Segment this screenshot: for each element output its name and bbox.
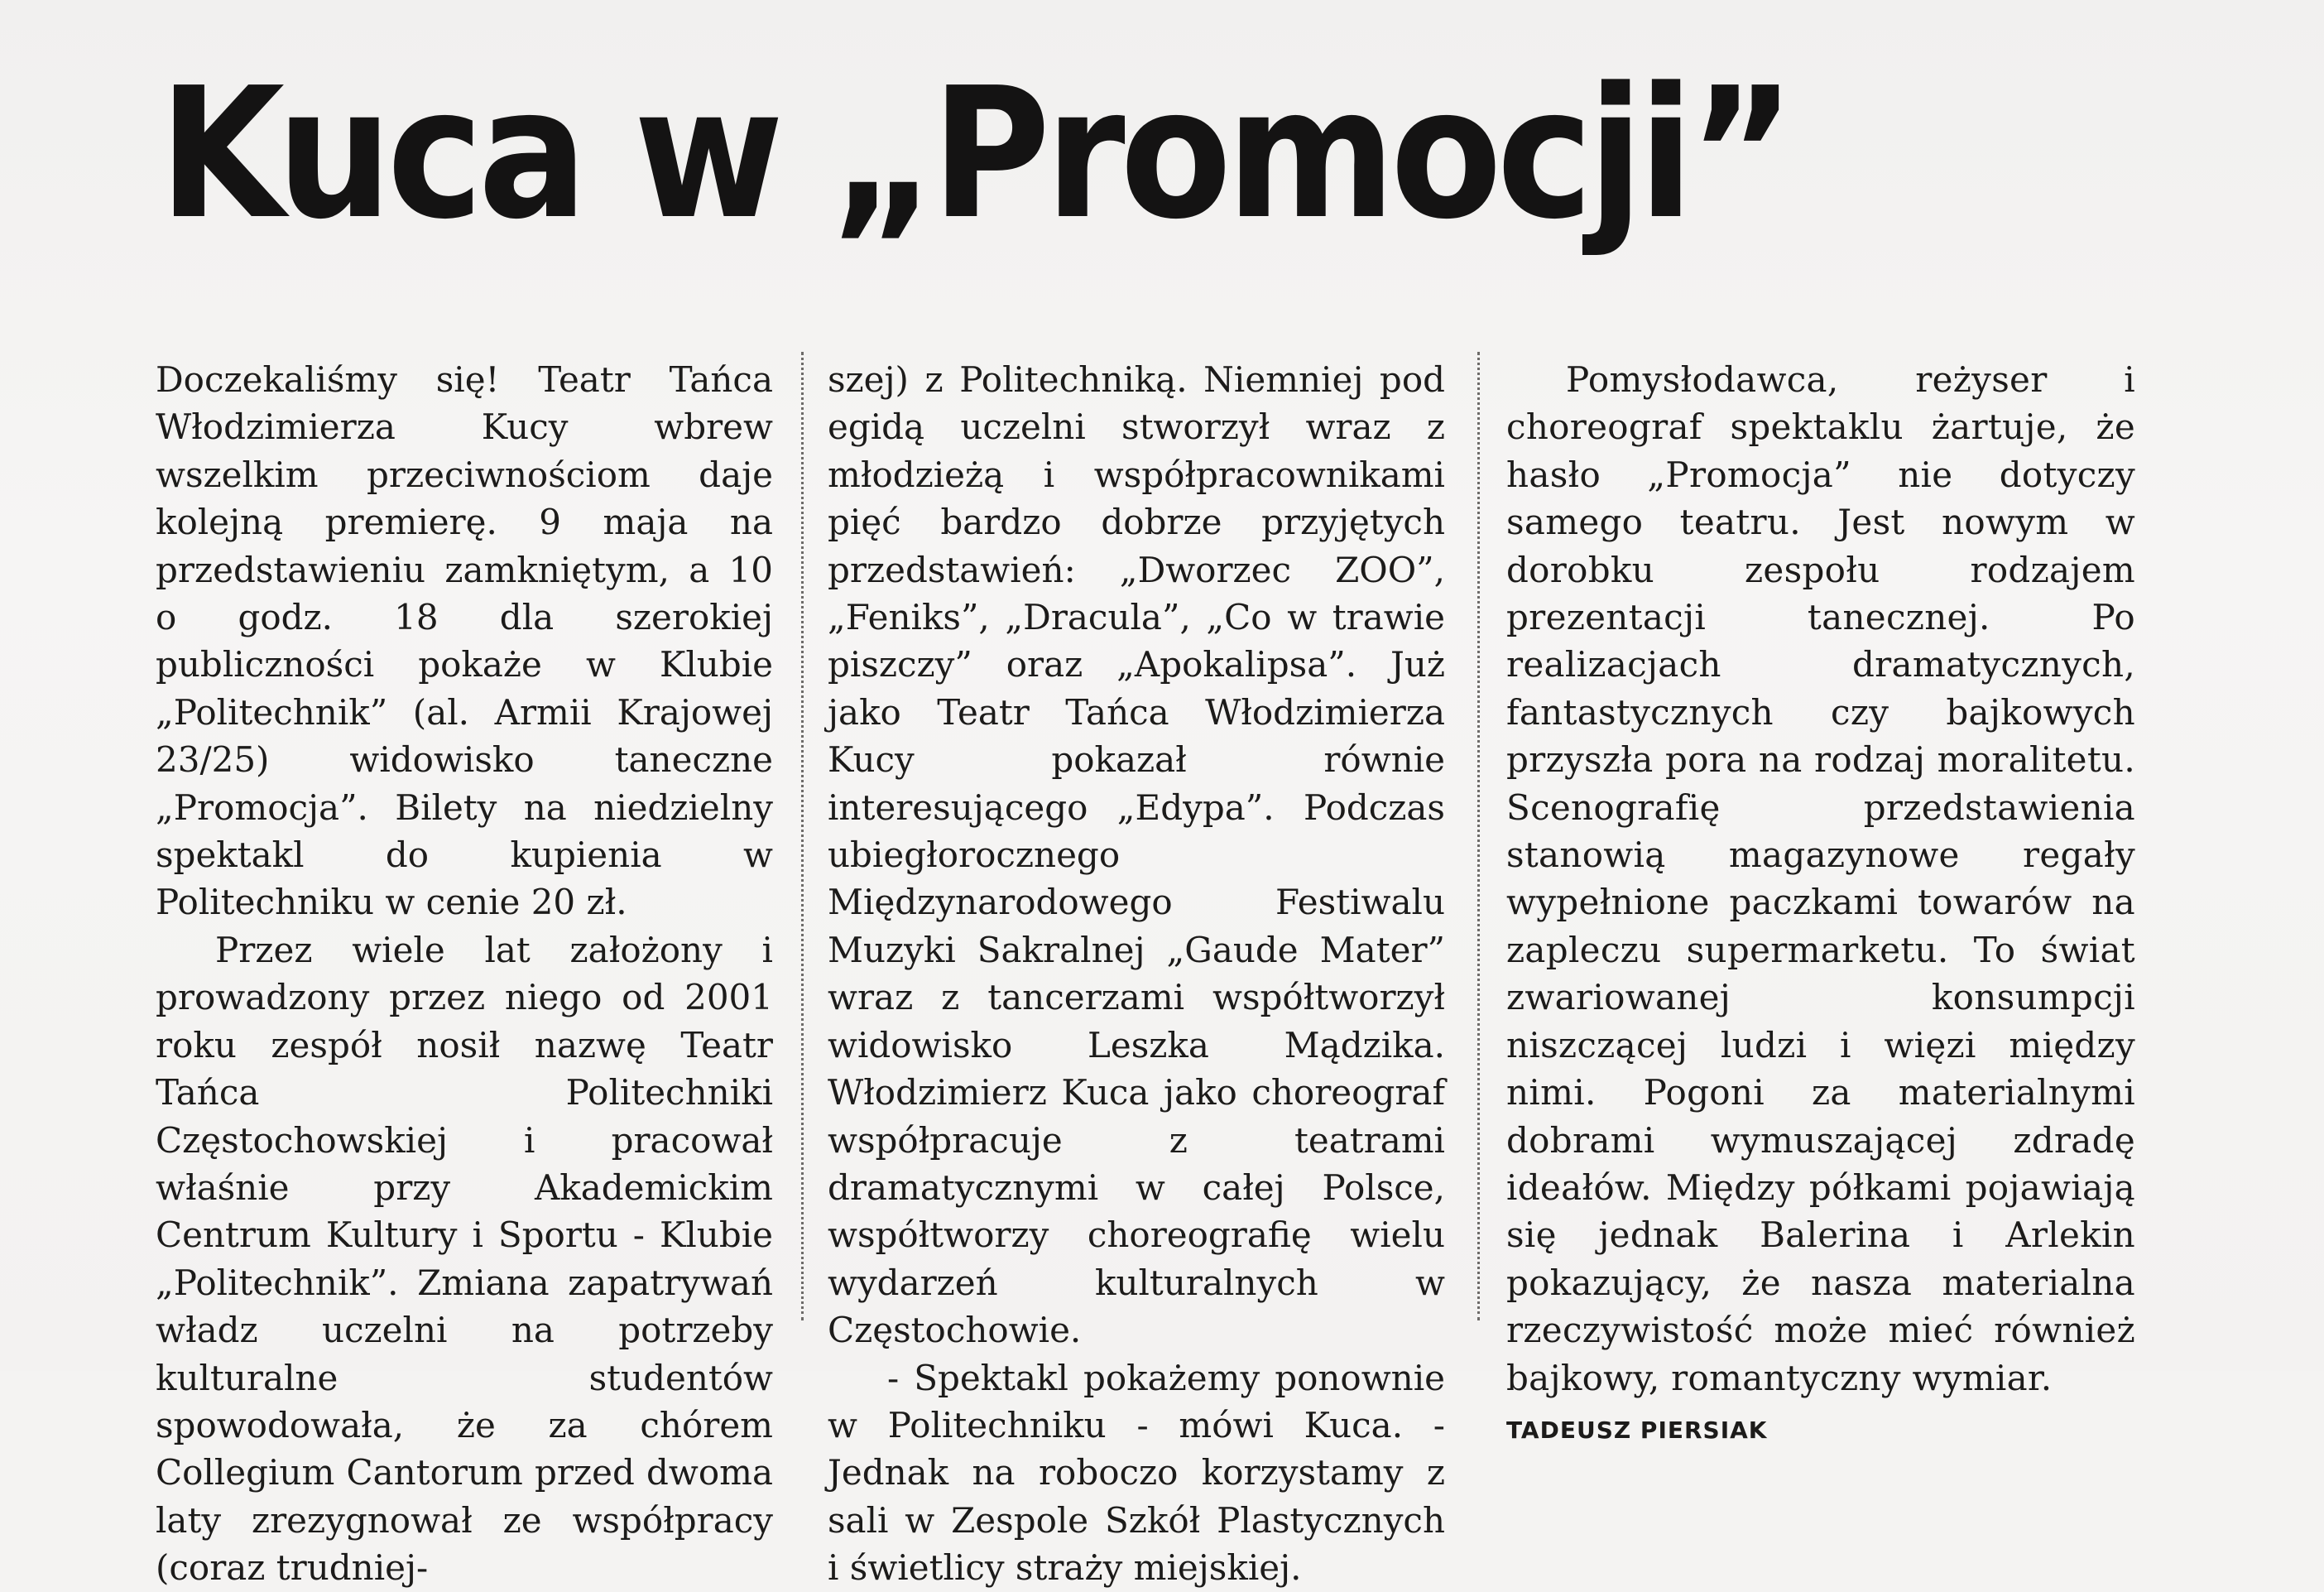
article-column-1 [156,356,773,1592]
paragraph: szej) z Politechniką. Niemniej pod egidą uczelni stworzył wraz z młodzieżą i współpracownikami pięć bardzo dobrze przyjętych przedstawień: „Dworzec ZOO”, „Feniks”, „Dracula”, „Co w trawie piszczy” oraz „Apokalipsa”. Już jako Teatr Tańca Włodzimierza Kucy pokazał równie interesującego „Edypa”. Podczas ubiegłorocznego Międzynarodowego Festiwalu Muzyki Sakralnej „Gaude Mater” wraz z tancerzami współtworzył widowisko Leszka Mądzika. Włodzimierz Kuca jako choreograf współpracuje z teatrami dramatycznymi w całej Polsce, współtworzy choreografię wielu wydarzeń kulturalnych w Częstochowie. [828,359,1445,1351]
paragraph: Pomysłodawca, reżyser i choreograf spektaklu żartuje, że hasło „Promocja” nie dotyczy samego teatru. Jest nowym w dorobku zespołu rodzajem prezentacji tanecznej. Po realizacjach dramatycznych, fantastycznych czy bajkowych przyszła pora na rodzaj moralitetu. Scenografię przedstawienia stanowią magazynowe regały wypełnione paczkami towarów na zapleczu supermarketu. To świat zwariowanej konsumpcji niszczącej ludzi i więzi między nimi. Pogoni za materialnymi dobrami wymuszającej zdradę ideałów. Między półkami pojawiają się jednak Balerina i Arlekin pokazujący, że nasza materialna rzeczywistość może mieć również bajkowy, romantyczny wymiar. [1506,359,2135,1398]
paragraph: Doczekaliśmy się! Teatr Tańca Włodzimierza Kucy wbrew wszelkim przeciwnościom daje kolejną premierę. 9 maja na przedstawieniu zamkniętym, a 10 o godz. 18 dla szerokiej publiczności pokaże w Klubie „Politechnik” (al. Armii Krajowej 23/25) widowisko taneczne „Promocja”. Bilety na niedzielny spektakl do kupienia w Politechniku w cenie 20 zł. [156,359,773,923]
article-column-3 [1506,356,2135,1454]
article-column-2 [828,356,1445,1592]
paragraph: Przez wiele lat założony i prowadzony przez niego od 2001 roku zespół nosił nazwę Teatr Tańca Politechniki Częstochowskiej i pracował właśnie przy Akademickim Centrum Kultury i Sportu - Klubie „Politechnik”. Zmiana zapatrywań władz uczelni na potrzeby kulturalne studentów spowodowała, że za chórem Collegium Cantorum przed dwoma laty zrezygnował ze współpracy (coraz trudniej- [156,929,773,1589]
paragraph: - Spektakl pokażemy ponownie w Politechniku - mówi Kuca. - Jednak na roboczo korzystamy z sali w Zespole Szkół Plastycznych i świetlicy straży miejskiej. [828,1357,1445,1589]
column-divider [801,352,804,1320]
author-byline: TADEUSZ PIERSIAK [1506,1416,1768,1444]
column-divider [1477,352,1480,1320]
headline: Kuca w „Promocji” [159,50,1791,259]
